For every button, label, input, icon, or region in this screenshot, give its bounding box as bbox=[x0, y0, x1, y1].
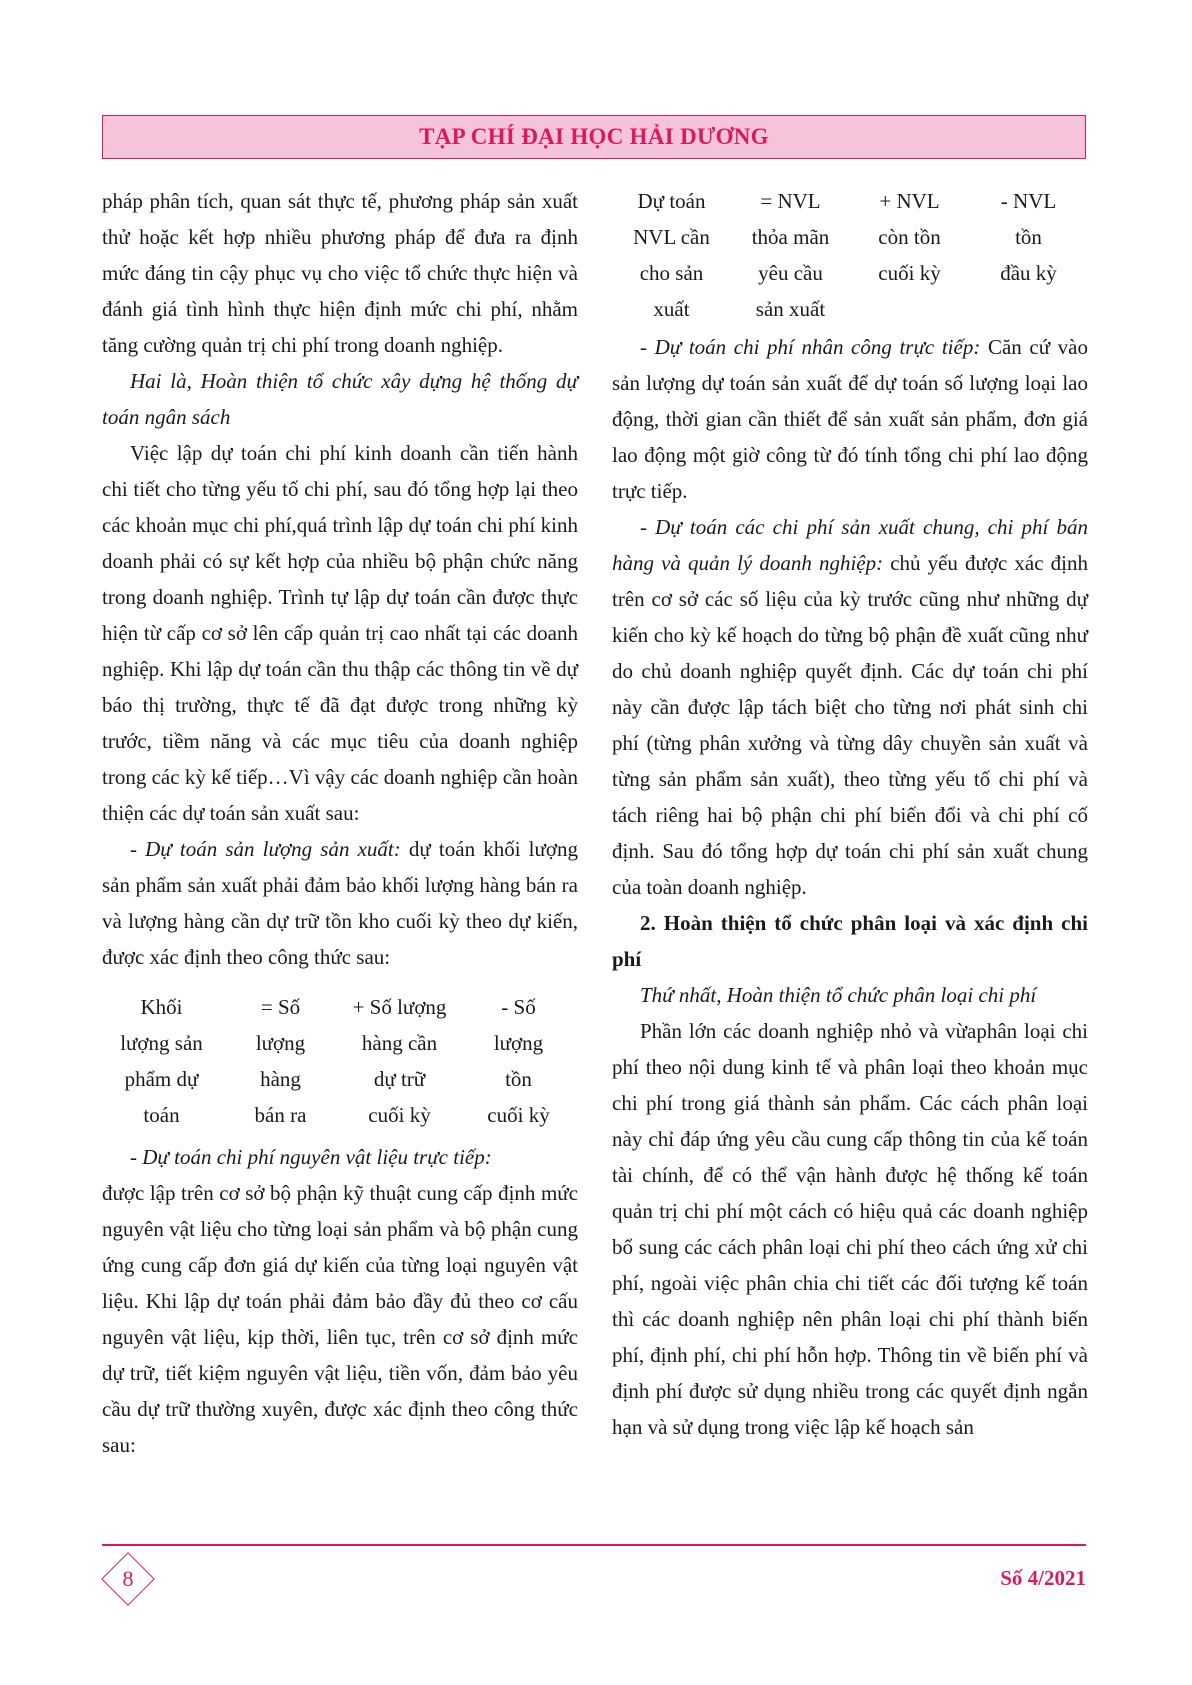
formula-line: Dự toán bbox=[637, 189, 706, 213]
formula-term bbox=[612, 183, 731, 327]
formula-line: sản xuất bbox=[755, 297, 826, 321]
journal-header bbox=[102, 115, 1086, 159]
formula-term bbox=[221, 989, 340, 1133]
paragraph-text: Căn cứ vào sản lượng dự toán sản xuất để dự toán số lượng loại lao động, thời gian cần thiết để sản xuất sản phẩm, đơn giá lao động một giờ công từ đó tính tổng chi phí lao động trực tiếp. bbox=[612, 335, 1088, 503]
section-subheading: Hai là, Hoàn thiện tổ chức xây dựng hệ thống dự toán ngân sách bbox=[102, 369, 578, 429]
footer-divider bbox=[102, 1544, 1086, 1546]
formula-term bbox=[459, 989, 578, 1133]
formula-line: = NVL bbox=[760, 189, 821, 213]
formula-term bbox=[102, 989, 221, 1133]
paragraph bbox=[102, 831, 578, 975]
right-column bbox=[612, 183, 1088, 1445]
formula-line: + Số lượng bbox=[352, 995, 447, 1019]
formula-line: yêu cầu bbox=[758, 261, 823, 285]
formula-line: Khối bbox=[140, 995, 183, 1019]
formula-line: cuối kỳ bbox=[487, 1103, 550, 1127]
paragraph bbox=[612, 329, 1088, 509]
formula-line: lượng bbox=[493, 1031, 544, 1055]
formula-line: đầu kỳ bbox=[1000, 261, 1057, 285]
formula-line: hàng cần bbox=[361, 1031, 438, 1055]
paragraph-text: dự toán khối lượng sản phẩm sản xuất phải đảm bảo khối lượng hàng bán ra và lượng hàng cần dự trữ tồn kho cuối kỳ theo dự kiến, được xác định theo công thức sau: bbox=[102, 837, 579, 969]
formula-line: - Số bbox=[501, 995, 536, 1019]
section-subheading: Thứ nhất, Hoàn thiện tổ chức phân loại chi phí bbox=[640, 983, 1037, 1007]
formula-term bbox=[969, 183, 1088, 327]
formula-term bbox=[340, 989, 459, 1133]
paragraph-label: - Dự toán sản lượng sản xuất: bbox=[130, 837, 401, 861]
formula-line: lượng bbox=[255, 1031, 306, 1055]
formula-line: + NVL bbox=[879, 189, 940, 213]
formula-line: bán ra bbox=[254, 1103, 307, 1127]
journal-title: TẠP CHÍ ĐẠI HỌC HẢI DƯƠNG bbox=[419, 124, 769, 149]
paragraph: Việc lập dự toán chi phí kinh doanh cần tiến hành chi tiết cho từng yếu tố chi phí, sau đó tổng hợp lại theo các khoản mục chi phí,quá trình lập dự toán chi phí kinh doanh phải có sự kết hợp của nhiều bộ phận chức năng trong doanh nghiệp. Trình tự lập dự toán cần được thực hiện từ cấp cơ sở lên cấp quản trị cao nhất tại các doanh nghiệp. Khi lập dự toán cần thu thập các thông tin về dự báo thị trường, thực tế đã đạt được trong những kỳ trước, tiềm năng và các mục tiêu của doanh nghiệp trong các kỳ kế tiếp…Vì vậy các doanh nghiệp cần hoàn thiện các dự toán sản xuất sau: bbox=[102, 441, 578, 825]
formula-line: cuối kỳ bbox=[368, 1103, 431, 1127]
formula-line: NVL cần bbox=[633, 225, 710, 249]
formula-line: thỏa mãn bbox=[751, 225, 830, 249]
formula-line: tồn bbox=[1015, 225, 1042, 249]
section-heading: 2. Hoàn thiện tổ chức phân loại và xác định chi phí bbox=[612, 911, 1088, 971]
formula-line: cho sản bbox=[639, 261, 704, 285]
formula-line: - NVL bbox=[1000, 189, 1057, 213]
material-formula bbox=[612, 183, 1088, 327]
paragraph-label: - Dự toán chi phí nguyên vật liệu trực tiếp: bbox=[130, 1145, 492, 1169]
output-formula bbox=[102, 989, 578, 1133]
issue-label: Số 4/2021 bbox=[1000, 1566, 1086, 1590]
formula-line: phẩm dự bbox=[124, 1067, 199, 1091]
formula-term bbox=[731, 183, 850, 327]
formula-line: hàng bbox=[260, 1067, 301, 1091]
formula-line: toán bbox=[143, 1103, 180, 1127]
left-column bbox=[102, 183, 578, 1463]
formula-line: tồn bbox=[505, 1067, 532, 1091]
page-number: 8 bbox=[122, 1566, 134, 1591]
formula-line: = Số bbox=[260, 995, 301, 1019]
paragraph: pháp phân tích, quan sát thực tế, phương pháp sản xuất thử hoặc kết hợp nhiều phương pháp để đưa ra định mức đáng tin cậy phục vụ cho việc tổ chức thực hiện và đánh giá tình hình thực hiện định mức chi phí, nhằm tăng cường quản trị chi phí trong doanh nghiệp. bbox=[102, 189, 578, 357]
formula-line: lượng sản bbox=[120, 1031, 203, 1055]
paragraph-label: - Dự toán các chi phí sản xuất chung, chi phí bán hàng và quản lý doanh nghiệp: bbox=[612, 515, 1088, 575]
paragraph-label: - Dự toán chi phí nhân công trực tiếp: bbox=[640, 335, 981, 359]
paragraph-text: chủ yếu được xác định trên cơ sở các số liệu của kỳ trước cũng như những dự kiến cho kỳ kế hoạch do từng bộ phận đề xuất cũng như do chủ doanh nghiệp quyết định. Các dự toán chi phí này cần được lập tách biệt cho từng nơi phát sinh chi phí (từng phân xưởng và từng dây chuyền sản xuất và từng sản phẩm sản xuất), theo từng yếu tố chi phí và tách riêng hai bộ phận chi phí biến đổi và chi phí cố định. Sau đó tổng hợp dự toán chi phí sản xuất chung của toàn doanh nghiệp. bbox=[612, 551, 1088, 899]
formula-term bbox=[850, 183, 969, 327]
formula-line: cuối kỳ bbox=[878, 261, 941, 285]
formula-line: còn tồn bbox=[878, 225, 941, 249]
formula-line: xuất bbox=[653, 297, 690, 321]
paragraph: Phần lớn các doanh nghiệp nhỏ và vừaphân loại chi phí theo nội dung kinh tế và phân loại theo khoản mục chi phí trong giá thành sản phẩm. Các cách phân loại này chỉ đáp ứng yêu cầu cung cấp thông tin của kế toán tài chính, để có thể vận hành được hệ thống kế toán quản trị chi phí một cách có hiệu quả các doanh nghiệp bổ sung các cách phân loại chi phí theo cách ứng xử chi phí, ngoài việc phân chia chi tiết các đối tượng kế toán thì các doanh nghiệp nên phân loại chi phí thành biến phí, định phí, chi phí hỗn hợp. Thông tin về biến phí và định phí được sử dụng nhiều trong các quyết định ngắn hạn và sử dụng trong việc lập kế hoạch sản bbox=[612, 1019, 1088, 1439]
paragraph: được lập trên cơ sở bộ phận kỹ thuật cung cấp định mức nguyên vật liệu cho từng loại sản phẩm và bộ phận cung ứng cung cấp đơn giá dự kiến của từng loại nguyên vật liệu. Khi lập dự toán phải đảm bảo đầy đủ theo cơ cấu nguyên vật liệu, kịp thời, liên tục, trên cơ sở định mức dự trữ, tiết kiệm nguyên vật liệu, tiền vốn, đảm bảo yêu cầu dự trữ thường xuyên, được xác định theo công thức sau: bbox=[102, 1181, 578, 1457]
paragraph bbox=[612, 509, 1088, 905]
formula-line: dự trữ bbox=[373, 1067, 426, 1091]
